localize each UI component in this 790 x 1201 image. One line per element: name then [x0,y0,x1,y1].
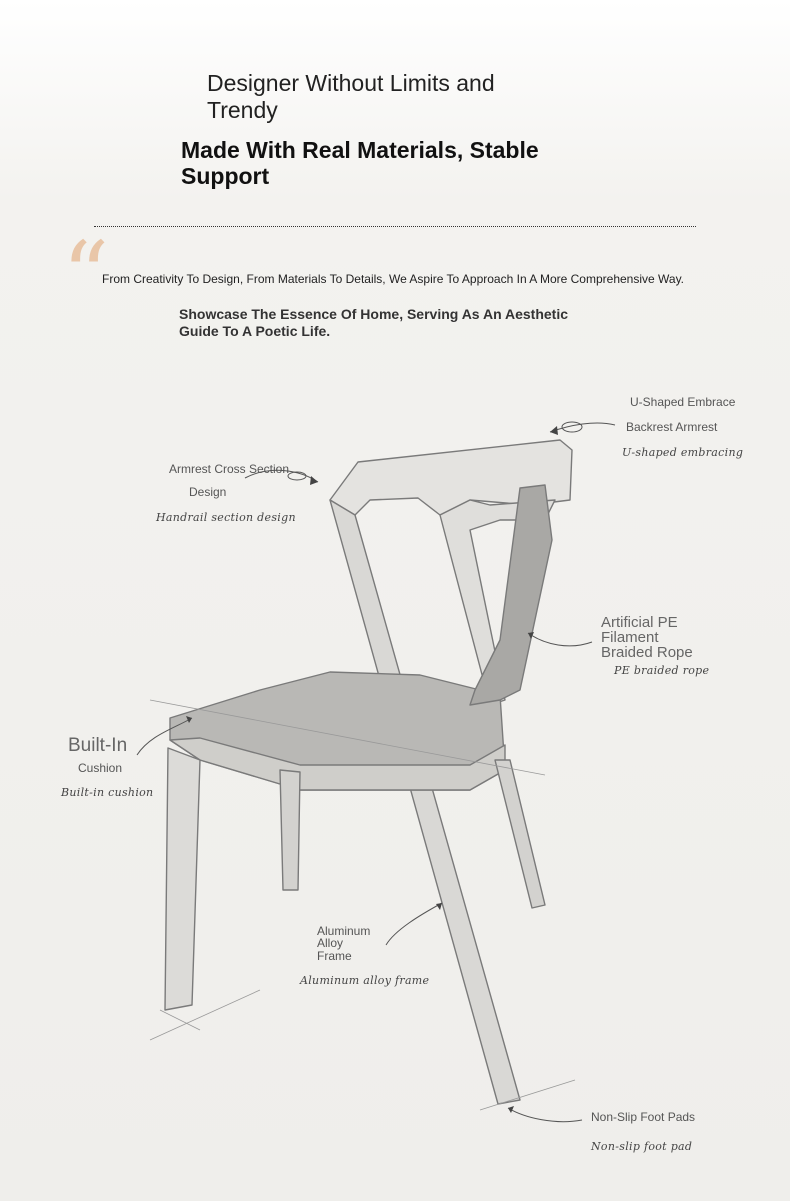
callout-cushion-line2: Cushion [78,761,123,775]
tagline-text: Showcase The Essence Of Home, Serving As An Aesthetic Guide To A Poetic Life. [179,306,569,339]
callout-rope-line1: Artificial PE [601,614,678,631]
headline-title: Designer Without Limits and Trendy [207,70,495,123]
callout-foot-line1: Non-Slip Foot Pads [591,1110,696,1124]
callout-cushion-script: Built-in cushion [61,786,154,799]
quote-mark-icon: “ [62,222,110,329]
callout-backrest-line2: Backrest Armrest [626,420,718,434]
callout-armrest-script: Handrail section design [156,511,296,524]
callout-armrest-line2: Design [189,485,227,499]
callout-foot-script: Non-slip foot pad [591,1140,693,1153]
callout-rope-line2: Filament [601,629,659,646]
callout-backrest-line1: U-Shaped Embrace [630,395,736,409]
headline-subtitle: Made With Real Materials, Stable Support [181,137,539,189]
callout-frame-line1: Aluminum [317,924,371,938]
callout-armrest-line1: Armrest Cross Section [169,462,290,476]
callout-frame-line2: Alloy [317,936,344,950]
intro-text: From Creativity To Design, From Materials To Details, We Aspire To Approach In A More Comprehensive Way. [102,272,685,286]
callout-rope-script: PE braided rope [614,664,710,677]
callout-backrest-script: U-shaped embracing [622,446,744,459]
callout-rope-line3: Braided Rope [601,644,693,661]
callout-frame-line3: Frame [317,949,352,963]
callout-frame-script: Aluminum alloy frame [300,974,430,987]
callout-cushion-line1: Built-In [68,735,128,756]
